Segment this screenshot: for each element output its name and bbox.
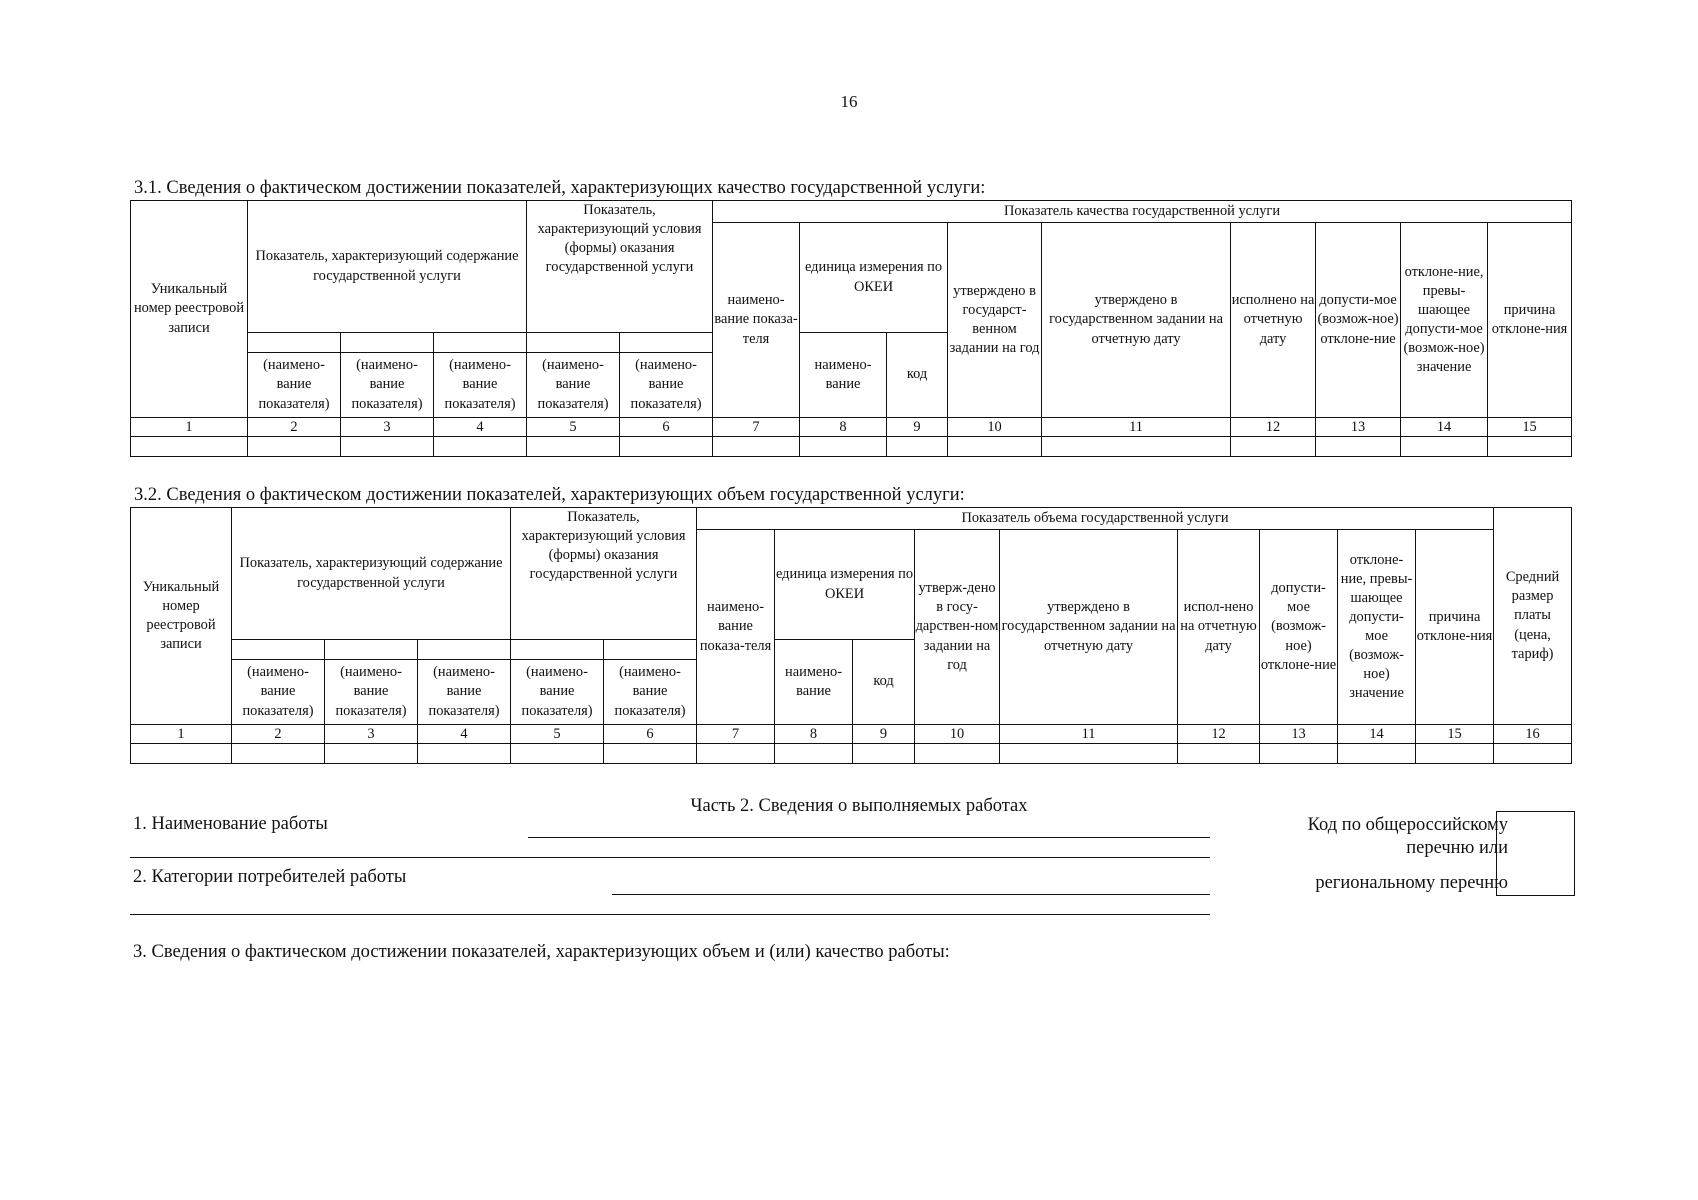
header-conditions-indicator: Показатель, характеризующий условия (формы) оказания государственной услуги — [511, 508, 697, 640]
code-label-line-2: перечню или — [1406, 838, 1508, 858]
part-2-title: Часть 2. Сведения о выполняемых работах — [690, 796, 1028, 816]
column-number: 13 — [1260, 725, 1338, 744]
empty-data-cell[interactable] — [887, 437, 948, 457]
section-3-title: 3. Сведения о фактическом достижении показателей, характеризующих объем и (или) качество работы: — [133, 942, 950, 962]
sub-indicator-name: (наимено-вание показателя) — [325, 660, 418, 725]
empty-data-cell[interactable] — [775, 744, 853, 764]
sub-indicator-name: (наимено-вание показателя) — [341, 353, 434, 418]
column-number: 5 — [527, 418, 620, 437]
empty-data-cell[interactable] — [1260, 744, 1338, 764]
header-unit-code: код — [887, 333, 948, 418]
column-number: 3 — [341, 418, 434, 437]
blank-cell — [604, 640, 697, 660]
sub-indicator-name: (наимено-вание показателя) — [620, 353, 713, 418]
empty-data-cell[interactable] — [1000, 744, 1178, 764]
consumers-line[interactable] — [612, 894, 1210, 895]
blank-cell — [620, 333, 713, 353]
header-indicator-name: наимено-вание показа-теля — [697, 530, 775, 725]
header-content-indicator: Показатель, характеризующий содержание государственной услуги — [232, 508, 511, 640]
column-number: 14 — [1401, 418, 1488, 437]
sub-indicator-name: (наимено-вание показателя) — [418, 660, 511, 725]
sub-indicator-name: (наимено-вание показателя) — [232, 660, 325, 725]
header-approved-date: утверждено в государственном задании на отчетную дату — [1000, 530, 1178, 725]
header-unit-name: наимено-вание — [800, 333, 887, 418]
column-number: 10 — [915, 725, 1000, 744]
header-approved-year: утверждено в государст-венном задании на год — [948, 223, 1042, 418]
header-quality-indicator: Показатель качества государственной услуги — [713, 201, 1572, 223]
empty-data-cell[interactable] — [1178, 744, 1260, 764]
column-number: 15 — [1416, 725, 1494, 744]
header-unique-number: Уникальный номер реестровой записи — [131, 508, 232, 725]
empty-data-cell[interactable] — [604, 744, 697, 764]
blank-cell — [434, 333, 527, 353]
header-content-indicator: Показатель, характеризующий содержание государственной услуги — [248, 201, 527, 333]
column-number: 7 — [697, 725, 775, 744]
column-number: 10 — [948, 418, 1042, 437]
empty-data-cell[interactable] — [232, 744, 325, 764]
header-unique-number: Уникальный номер реестровой записи — [131, 201, 248, 418]
column-number: 6 — [620, 418, 713, 437]
header-allowed-deviation: допусти-мое (возмож-ное) отклоне-ние — [1260, 530, 1338, 725]
empty-data-cell[interactable] — [248, 437, 341, 457]
work-name-line-2[interactable] — [130, 857, 1210, 858]
blank-cell — [527, 333, 620, 353]
header-unit-okei: единица измерения по ОКЕИ — [775, 530, 915, 640]
header-approved-date: утверждено в государственном задании на отчетную дату — [1042, 223, 1231, 418]
code-label — [1308, 814, 1508, 895]
volume-indicators-table — [130, 507, 1572, 764]
consumers-line-2[interactable] — [130, 914, 1210, 915]
empty-data-cell[interactable] — [1494, 744, 1572, 764]
header-conditions-indicator: Показатель, характеризующий условия (формы) оказания государственной услуги — [527, 201, 713, 333]
column-number: 6 — [604, 725, 697, 744]
blank-cell — [232, 640, 325, 660]
blank-cell — [511, 640, 604, 660]
empty-data-cell[interactable] — [800, 437, 887, 457]
code-input-box[interactable] — [1496, 811, 1575, 896]
sub-indicator-name: (наимено-вание показателя) — [511, 660, 604, 725]
column-number: 4 — [418, 725, 511, 744]
empty-data-cell[interactable] — [341, 437, 434, 457]
header-executed: исполнено на отчетную дату — [1231, 223, 1316, 418]
header-deviation-reason: причина отклоне-ния — [1488, 223, 1572, 418]
column-number: 11 — [1042, 418, 1231, 437]
column-number: 2 — [232, 725, 325, 744]
empty-data-cell[interactable] — [1042, 437, 1231, 457]
empty-data-cell[interactable] — [948, 437, 1042, 457]
section-3-2-title: 3.2. Сведения о фактическом достижении показателей, характеризующих объем государственной услуги: — [134, 485, 965, 505]
header-unit-name: наимено-вание — [775, 640, 853, 725]
column-number: 16 — [1494, 725, 1572, 744]
sub-indicator-name: (наимено-вание показателя) — [248, 353, 341, 418]
empty-data-cell[interactable] — [131, 744, 232, 764]
empty-data-cell[interactable] — [1488, 437, 1572, 457]
consumers-label: 2. Категории потребителей работы — [133, 867, 407, 887]
empty-data-cell[interactable] — [620, 437, 713, 457]
header-approved-year: утверж-дено в госу-дарствен-ном задании на год — [915, 530, 1000, 725]
work-name-line[interactable] — [528, 837, 1210, 838]
header-unit-okei: единица измерения по ОКЕИ — [800, 223, 948, 333]
column-number: 12 — [1231, 418, 1316, 437]
code-label-line-3: региональному перечню — [1315, 873, 1508, 893]
header-exceeding-deviation: отклоне-ние, превы-шающее допусти-мое (возмож-ное) значение — [1338, 530, 1416, 725]
column-number: 7 — [713, 418, 800, 437]
column-number: 5 — [511, 725, 604, 744]
column-number: 9 — [887, 418, 948, 437]
empty-data-cell[interactable] — [511, 744, 604, 764]
section-3-1-title: 3.1. Сведения о фактическом достижении показателей, характеризующих качество государственной услуги: — [134, 178, 986, 198]
column-number: 3 — [325, 725, 418, 744]
column-number: 8 — [775, 725, 853, 744]
column-number: 15 — [1488, 418, 1572, 437]
empty-data-cell[interactable] — [1401, 437, 1488, 457]
column-number: 2 — [248, 418, 341, 437]
quality-indicators-table — [130, 200, 1572, 457]
empty-data-cell[interactable] — [697, 744, 775, 764]
blank-cell — [325, 640, 418, 660]
blank-cell — [248, 333, 341, 353]
header-allowed-deviation: допусти-мое (возмож-ное) отклоне-ние — [1316, 223, 1401, 418]
header-indicator-name: наимено-вание показа-теля — [713, 223, 800, 418]
column-number: 4 — [434, 418, 527, 437]
header-deviation-reason: причина отклоне-ния — [1416, 530, 1494, 725]
header-volume-indicator: Показатель объема государственной услуги — [697, 508, 1494, 530]
column-number: 13 — [1316, 418, 1401, 437]
blank-cell — [418, 640, 511, 660]
sub-indicator-name: (наимено-вание показателя) — [434, 353, 527, 418]
empty-data-cell[interactable] — [1231, 437, 1316, 457]
empty-data-cell[interactable] — [131, 437, 248, 457]
empty-data-cell[interactable] — [434, 437, 527, 457]
header-average-price: Средний размер платы (цена, тариф) — [1494, 508, 1572, 725]
column-number: 12 — [1178, 725, 1260, 744]
page-number: 16 — [840, 92, 858, 111]
column-number: 1 — [131, 725, 232, 744]
empty-data-cell[interactable] — [853, 744, 915, 764]
empty-data-cell[interactable] — [527, 437, 620, 457]
sub-indicator-name: (наимено-вание показателя) — [527, 353, 620, 418]
column-number: 8 — [800, 418, 887, 437]
header-exceeding-deviation: отклоне-ние, превы-шающее допусти-мое (возмож-ное) значение — [1401, 223, 1488, 418]
empty-data-cell[interactable] — [915, 744, 1000, 764]
empty-data-cell[interactable] — [1338, 744, 1416, 764]
sub-indicator-name: (наимено-вание показателя) — [604, 660, 697, 725]
work-name-label: 1. Наименование работы — [133, 814, 328, 834]
column-number: 11 — [1000, 725, 1178, 744]
header-unit-code: код — [853, 640, 915, 725]
empty-data-cell[interactable] — [1416, 744, 1494, 764]
empty-data-cell[interactable] — [713, 437, 800, 457]
column-number: 1 — [131, 418, 248, 437]
empty-data-cell[interactable] — [418, 744, 511, 764]
blank-cell — [341, 333, 434, 353]
column-number: 9 — [853, 725, 915, 744]
header-executed: испол-нено на отчетную дату — [1178, 530, 1260, 725]
empty-data-cell[interactable] — [1316, 437, 1401, 457]
empty-data-cell[interactable] — [325, 744, 418, 764]
code-label-line-1: Код по общероссийскому — [1307, 815, 1508, 835]
column-number: 14 — [1338, 725, 1416, 744]
